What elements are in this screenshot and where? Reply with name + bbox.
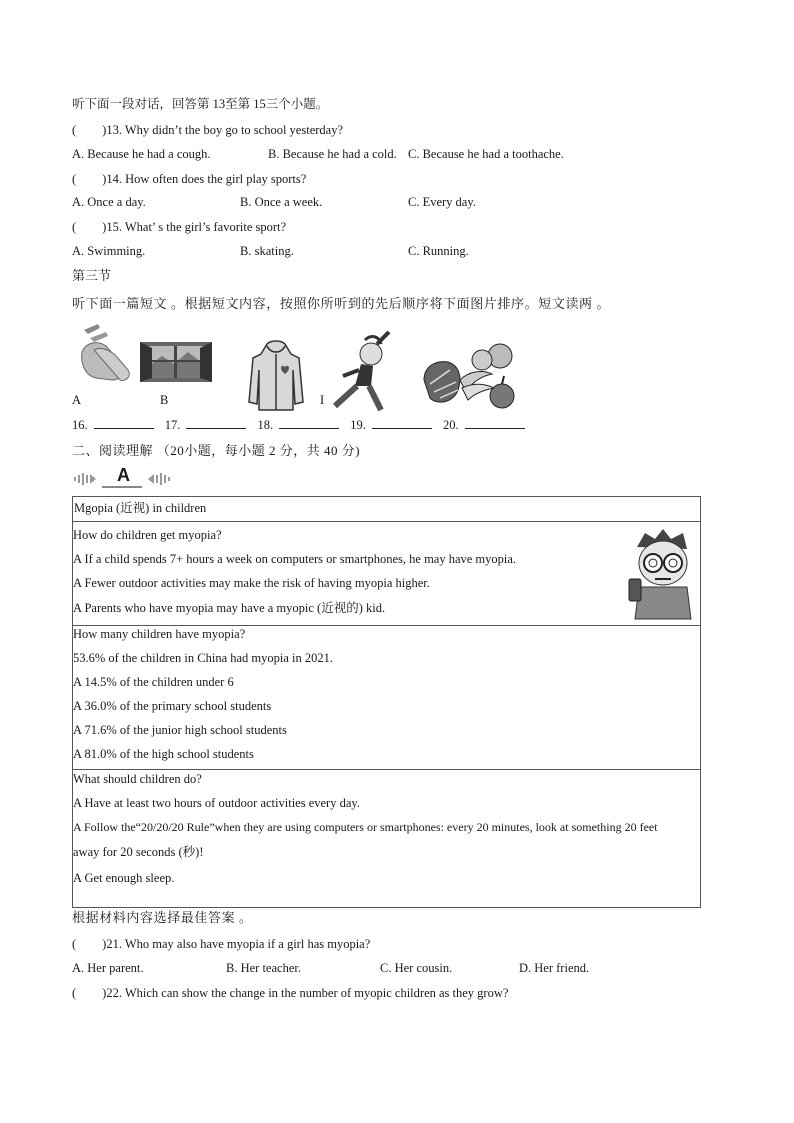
question-text: )21. Who may also have myopia if a girl has myopia? <box>102 937 371 951</box>
table-row: A 14.5% of the children under 6 <box>73 675 234 689</box>
question-text: )15. What’ s the girl’s favorite sport? <box>102 220 287 234</box>
option-b: B. Once a week. <box>240 195 323 209</box>
option-c: C. Running. <box>408 244 469 258</box>
table-row: A If a child spends 7+ hours a week on computers or smartphones, he may have myopia. <box>73 552 517 566</box>
table-row: A Fewer outdoor activities may make the risk of having myopia higher. <box>73 576 430 590</box>
answer-paren: ( <box>72 986 77 1000</box>
question-14 <box>72 171 306 187</box>
option-b: B. Because he had a cold. <box>268 147 397 161</box>
stretching-girl-picture <box>325 330 397 414</box>
table-row: away for 20 seconds (秒)! <box>73 845 204 859</box>
answer-blank[interactable] <box>465 416 525 429</box>
answer-blanks-row <box>72 416 533 433</box>
question-text: 13. Why didn’t the boy go to school yesterday? <box>106 123 343 137</box>
passage-intro: 听下面一篇短文 。根据短文内容，按照你所听到的先后顺序将下面图片排序。短文读两 。 <box>72 296 611 311</box>
answer-blank[interactable] <box>94 416 154 429</box>
answer-blank[interactable] <box>186 416 246 429</box>
option-a: A. Because he had a cough. <box>72 147 211 161</box>
answer-paren: ( <box>72 220 77 234</box>
part-letter: A <box>117 465 130 485</box>
option-b: B. skating. <box>240 244 294 258</box>
table-row: A Parents who have myopia may have a myopic (近视的) kid. <box>73 601 386 615</box>
blank-label: 17. <box>164 418 181 432</box>
question-text: )14. How often does the girl play sports? <box>102 172 307 186</box>
blank-label: 18. <box>257 418 274 432</box>
option-d: D. Her friend. <box>519 961 590 975</box>
table-row: A 81.0% of the high school students <box>73 747 254 761</box>
blank-label: 19. <box>350 418 366 432</box>
answer-paren: ( <box>72 123 77 137</box>
section-1-heading: How do children get myopia? <box>73 528 222 542</box>
blank-label: 16. <box>72 418 88 432</box>
clapping-hands-picture <box>76 322 134 384</box>
answer-paren: ( <box>72 172 77 186</box>
reading-instruction: 根据材料内容选择最佳答案 。 <box>72 910 253 925</box>
question-15 <box>72 219 286 235</box>
question-21 <box>72 936 370 952</box>
option-b: B. Her teacher. <box>226 961 301 975</box>
option-c: C. Because he had a toothache. <box>408 147 564 161</box>
answer-blank[interactable] <box>279 416 339 429</box>
section-3-heading: What should children do? <box>73 772 202 786</box>
answer-blank[interactable] <box>372 416 432 429</box>
question-13 <box>72 122 343 138</box>
window-picture <box>138 338 214 384</box>
part-a-banner <box>72 466 172 490</box>
answer-paren-close: ) <box>102 123 107 137</box>
myopia-table <box>72 496 701 908</box>
boy-with-glasses-picture <box>625 527 699 621</box>
blank-label: 20. <box>443 418 459 432</box>
fruits-picture <box>420 340 520 412</box>
option-a: A. Her parent. <box>72 961 144 975</box>
picture-label-i: I <box>320 393 325 407</box>
option-c: C. Her cousin. <box>380 961 453 975</box>
table-row: A 36.0% of the primary school students <box>73 699 272 713</box>
table-title: Mgopia (近视) in children <box>74 501 207 515</box>
table-row: A 71.6% of the junior high school students <box>73 723 287 737</box>
table-row: A Have at least two hours of outdoor activities every day. <box>73 796 360 810</box>
section-2-lead: 53.6% of the children in China had myopia in 2021. <box>73 651 334 665</box>
section-2-heading: How many children have myopia? <box>73 627 246 641</box>
question-22 <box>72 985 508 1001</box>
table-row: A Get enough sleep. <box>73 871 175 885</box>
answer-paren: ( <box>72 937 77 951</box>
option-c: C. Every day. <box>408 195 476 209</box>
picture-label-b: B <box>160 393 169 407</box>
reading-heading: 二、阅读理解 （20小题，每小题 2 分，共 40 分) <box>72 443 361 458</box>
hoodie-picture <box>247 340 305 412</box>
dialogue-intro: 听下面一段对话，回答第 13至第 15三个小题。 <box>72 97 329 111</box>
table-row: A Follow the“20/20/20 Rule”when they are using computers or smartphones: every 20 minutes, look at something 20 feet <box>73 820 658 834</box>
option-a: A. Swimming. <box>72 244 146 258</box>
section-3-title: 第三节 <box>72 268 112 283</box>
option-a: A. Once a day. <box>72 195 146 209</box>
picture-label-a: A <box>72 393 82 407</box>
question-text: )22. Which can show the change in the number of myopic children as they grow? <box>102 986 509 1000</box>
